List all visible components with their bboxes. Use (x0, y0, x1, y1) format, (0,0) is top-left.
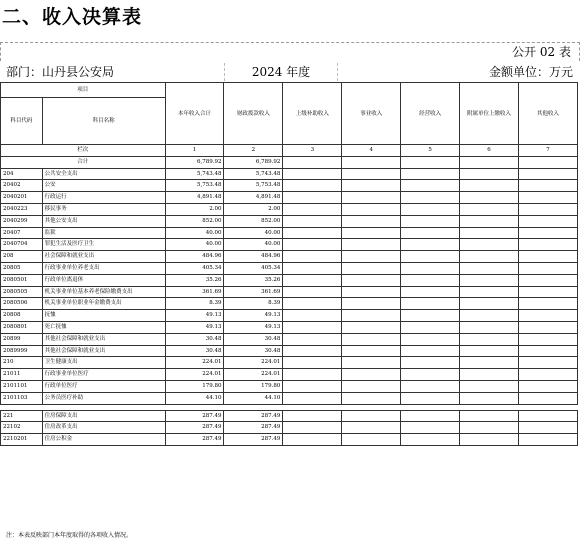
row-empty-cell (401, 286, 460, 298)
row-code: 2080801 (1, 321, 43, 333)
row-code: 2101101 (1, 380, 43, 392)
row-name: 住房保障支出 (42, 410, 165, 422)
header-col-2: 财政拨款收入 (224, 83, 283, 145)
row-empty-cell (401, 392, 460, 404)
header-col-6: 附属单位上缴收入 (460, 83, 519, 145)
row-total: 484.96 (165, 251, 224, 263)
row-fiscal: 5,743.48 (224, 168, 283, 180)
row-empty-cell (460, 274, 519, 286)
table-row (1, 215, 578, 227)
row-empty-cell (283, 357, 342, 369)
footnote: 注：本表反映部门本年度取得的各项收入情况。 (6, 532, 133, 539)
form-frame (0, 42, 580, 61)
row-empty-cell (460, 239, 519, 251)
row-code: 22102 (1, 422, 43, 434)
row-empty-cell (283, 215, 342, 227)
row-name: 罪犯生活及医疗卫生 (42, 239, 165, 251)
row-empty-cell (401, 310, 460, 322)
header-col-7: 其他收入 (519, 83, 578, 145)
row-empty-cell (283, 321, 342, 333)
row-empty-cell (283, 333, 342, 345)
row-fiscal: 179.80 (224, 380, 283, 392)
row-empty-cell (401, 380, 460, 392)
row-fiscal: 287.49 (224, 434, 283, 446)
department-label: 部门：山丹县公安局 (6, 65, 115, 79)
row-empty-cell (401, 180, 460, 192)
row-fiscal: 405.34 (224, 262, 283, 274)
row-empty-cell (460, 434, 519, 446)
row-name: 行政单位离退休 (42, 274, 165, 286)
row-empty-cell (460, 203, 519, 215)
row-code: 221 (1, 410, 43, 422)
row-code: 20808 (1, 310, 43, 322)
row-empty-cell (342, 392, 401, 404)
row-fiscal: 44.10 (224, 392, 283, 404)
row-empty-cell (342, 333, 401, 345)
row-empty-cell (401, 215, 460, 227)
row-empty-cell (460, 369, 519, 381)
row-total: 5,753.48 (165, 180, 224, 192)
row-empty-cell (342, 251, 401, 263)
row-name: 住房公积金 (42, 434, 165, 446)
row-fiscal: 49.13 (224, 321, 283, 333)
table-row (1, 239, 578, 251)
row-empty-cell (283, 192, 342, 204)
row-name: 监狱 (42, 227, 165, 239)
row-fiscal: 4,891.48 (224, 192, 283, 204)
row-empty-cell (460, 298, 519, 310)
row-empty-cell (519, 180, 578, 192)
index-num: 2 (224, 145, 283, 157)
header-col-1: 本年收入合计 (165, 83, 224, 145)
row-empty-cell (401, 410, 460, 422)
row-empty-cell (401, 203, 460, 215)
row-fiscal: 30.48 (224, 345, 283, 357)
row-empty-cell (460, 251, 519, 263)
index-num: 1 (165, 145, 224, 157)
index-label: 栏次 (1, 145, 166, 157)
row-total: 30.48 (165, 345, 224, 357)
row-empty-cell (401, 333, 460, 345)
row-total: 4,891.48 (165, 192, 224, 204)
table-row (1, 369, 578, 381)
row-empty-cell (401, 227, 460, 239)
row-empty-cell (342, 203, 401, 215)
row-name: 公共安全支出 (42, 168, 165, 180)
row-empty-cell (460, 357, 519, 369)
row-empty-cell (342, 321, 401, 333)
unit-label: 金额单位：万元 (488, 65, 573, 79)
row-empty-cell (283, 286, 342, 298)
index-num: 3 (283, 145, 342, 157)
row-name: 住房改革支出 (42, 422, 165, 434)
row-empty-cell (460, 310, 519, 322)
row-empty-cell (460, 422, 519, 434)
row-empty-cell (519, 357, 578, 369)
row-empty-cell (519, 298, 578, 310)
total-label: 合计 (1, 156, 166, 168)
row-fiscal: 35.26 (224, 274, 283, 286)
row-empty-cell (401, 274, 460, 286)
row-code: 20899 (1, 333, 43, 345)
row-code: 20805 (1, 262, 43, 274)
row-empty-cell (283, 310, 342, 322)
year-label: 2024 年度 (224, 63, 338, 81)
row-empty-cell (519, 333, 578, 345)
table-row (1, 274, 578, 286)
row-name: 机关事业单位基本养老保险缴费支出 (42, 286, 165, 298)
row-total: 49.13 (165, 321, 224, 333)
row-total: 287.49 (165, 434, 224, 446)
table-row (1, 298, 578, 310)
row-empty-cell (283, 345, 342, 357)
row-empty-cell (460, 192, 519, 204)
row-empty-cell (283, 227, 342, 239)
table-row (1, 251, 578, 263)
row-code: 2040299 (1, 215, 43, 227)
table-row (1, 357, 578, 369)
row-code: 2101103 (1, 392, 43, 404)
row-name: 抚恤 (42, 310, 165, 322)
row-name: 死亡抚恤 (42, 321, 165, 333)
row-empty-cell (519, 310, 578, 322)
form-number: 公开 02 表 (512, 45, 571, 59)
row-empty-cell (519, 422, 578, 434)
row-name: 其他公安支出 (42, 215, 165, 227)
row-empty-cell (460, 180, 519, 192)
row-fiscal: 852.00 (224, 215, 283, 227)
row-name: 行政单位医疗 (42, 380, 165, 392)
row-total: 30.48 (165, 333, 224, 345)
row-code: 20402 (1, 180, 43, 192)
row-fiscal: 224.01 (224, 357, 283, 369)
row-total: 287.49 (165, 422, 224, 434)
table-row (1, 286, 578, 298)
row-empty-cell (342, 286, 401, 298)
row-empty-cell (519, 392, 578, 404)
page-title: 二、收入决算表 (2, 6, 143, 28)
row-empty-cell (460, 168, 519, 180)
row-empty-cell (283, 410, 342, 422)
table-row (1, 422, 578, 434)
table-row (1, 168, 578, 180)
row-empty-cell (401, 298, 460, 310)
header-name: 科目名称 (42, 98, 165, 145)
row-fiscal: 361.69 (224, 286, 283, 298)
index-num: 7 (519, 145, 578, 157)
table-row (1, 192, 578, 204)
income-table (0, 82, 578, 446)
row-empty-cell (519, 345, 578, 357)
row-total: 49.13 (165, 310, 224, 322)
row-total: 2.00 (165, 203, 224, 215)
row-total: 361.69 (165, 286, 224, 298)
row-empty-cell (519, 203, 578, 215)
table-row (1, 262, 578, 274)
row-empty-cell (283, 422, 342, 434)
row-code: 2080501 (1, 274, 43, 286)
row-fiscal: 484.96 (224, 251, 283, 263)
row-empty-cell (460, 410, 519, 422)
header-item: 项目 (1, 83, 166, 98)
row-code: 2040704 (1, 239, 43, 251)
row-empty-cell (460, 380, 519, 392)
row-empty-cell (342, 410, 401, 422)
row-empty-cell (401, 251, 460, 263)
row-empty-cell (401, 434, 460, 446)
table-row (1, 321, 578, 333)
row-empty-cell (519, 321, 578, 333)
row-empty-cell (519, 227, 578, 239)
row-empty-cell (342, 422, 401, 434)
row-fiscal: 287.49 (224, 422, 283, 434)
row-total: 287.49 (165, 410, 224, 422)
row-code: 2089999 (1, 345, 43, 357)
row-fiscal: 40.00 (224, 227, 283, 239)
row-empty-cell (342, 357, 401, 369)
row-name: 机关事业单位职业年金缴费支出 (42, 298, 165, 310)
row-empty-cell (519, 380, 578, 392)
row-name: 移民事务 (42, 203, 165, 215)
row-total: 35.26 (165, 274, 224, 286)
row-empty-cell (342, 380, 401, 392)
row-empty-cell (342, 239, 401, 251)
row-empty-cell (342, 180, 401, 192)
row-empty-cell (283, 251, 342, 263)
row-empty-cell (401, 357, 460, 369)
row-empty-cell (342, 434, 401, 446)
row-empty-cell (342, 192, 401, 204)
row-name: 公务员医疗补助 (42, 392, 165, 404)
row-empty-cell (283, 369, 342, 381)
total-income: 6,789.92 (165, 156, 224, 168)
row-empty-cell (519, 215, 578, 227)
row-empty-cell (283, 380, 342, 392)
index-num: 6 (460, 145, 519, 157)
table-row (1, 203, 578, 215)
row-empty-cell (283, 298, 342, 310)
index-num: 5 (401, 145, 460, 157)
row-empty-cell (283, 168, 342, 180)
row-empty-cell (283, 203, 342, 215)
row-empty-cell (460, 333, 519, 345)
row-fiscal: 8.39 (224, 298, 283, 310)
row-empty-cell (519, 434, 578, 446)
row-code: 2040223 (1, 203, 43, 215)
row-name: 社会保障和就业支出 (42, 251, 165, 263)
row-code: 208 (1, 251, 43, 263)
row-empty-cell (519, 168, 578, 180)
row-empty-cell (519, 251, 578, 263)
row-fiscal: 5,753.48 (224, 180, 283, 192)
row-empty-cell (401, 321, 460, 333)
row-empty-cell (342, 168, 401, 180)
row-empty-cell (519, 286, 578, 298)
row-name: 行政运行 (42, 192, 165, 204)
header-col-4: 事业收入 (342, 83, 401, 145)
row-empty-cell (401, 422, 460, 434)
row-total: 852.00 (165, 215, 224, 227)
table-row (1, 180, 578, 192)
row-total: 40.00 (165, 239, 224, 251)
row-total: 224.01 (165, 357, 224, 369)
row-fiscal: 224.01 (224, 369, 283, 381)
row-empty-cell (283, 392, 342, 404)
row-name: 卫生健康支出 (42, 357, 165, 369)
row-empty-cell (401, 239, 460, 251)
header-code: 科目代码 (1, 98, 43, 145)
row-empty-cell (283, 180, 342, 192)
row-empty-cell (401, 168, 460, 180)
row-fiscal: 287.49 (224, 410, 283, 422)
table-row (1, 333, 578, 345)
table-row (1, 434, 578, 446)
row-total: 405.34 (165, 262, 224, 274)
row-total: 5,743.48 (165, 168, 224, 180)
row-empty-cell (342, 369, 401, 381)
row-empty-cell (460, 227, 519, 239)
table-row (1, 310, 578, 322)
row-empty-cell (283, 239, 342, 251)
row-empty-cell (283, 262, 342, 274)
table-row (1, 380, 578, 392)
row-empty-cell (460, 321, 519, 333)
row-empty-cell (342, 215, 401, 227)
row-empty-cell (519, 410, 578, 422)
header-col-5: 经营收入 (401, 83, 460, 145)
row-code: 20407 (1, 227, 43, 239)
row-fiscal: 30.48 (224, 333, 283, 345)
header-col-3: 上级补助收入 (283, 83, 342, 145)
row-empty-cell (401, 262, 460, 274)
row-empty-cell (401, 369, 460, 381)
table-row (1, 227, 578, 239)
row-empty-cell (283, 434, 342, 446)
row-code: 2080505 (1, 286, 43, 298)
row-empty-cell (519, 239, 578, 251)
row-empty-cell (283, 274, 342, 286)
table-row (1, 345, 578, 357)
row-fiscal: 2.00 (224, 203, 283, 215)
row-empty-cell (519, 369, 578, 381)
row-empty-cell (342, 227, 401, 239)
table-row (1, 392, 578, 404)
row-total: 224.01 (165, 369, 224, 381)
row-total: 179.80 (165, 380, 224, 392)
row-empty-cell (401, 192, 460, 204)
row-empty-cell (519, 262, 578, 274)
row-code: 2210201 (1, 434, 43, 446)
row-empty-cell (460, 392, 519, 404)
table-row (1, 410, 578, 422)
row-empty-cell (342, 345, 401, 357)
row-empty-cell (342, 298, 401, 310)
row-empty-cell (460, 345, 519, 357)
row-code: 2080506 (1, 298, 43, 310)
row-total: 44.10 (165, 392, 224, 404)
row-empty-cell (519, 274, 578, 286)
row-empty-cell (460, 262, 519, 274)
row-name: 其他社会保障和就业支出 (42, 345, 165, 357)
row-empty-cell (401, 345, 460, 357)
row-name: 其他社会保障和就业支出 (42, 333, 165, 345)
row-empty-cell (342, 310, 401, 322)
index-num: 4 (342, 145, 401, 157)
row-name: 行政事业单位医疗 (42, 369, 165, 381)
row-empty-cell (342, 262, 401, 274)
row-empty-cell (519, 192, 578, 204)
row-total: 8.39 (165, 298, 224, 310)
row-fiscal: 40.00 (224, 239, 283, 251)
row-empty-cell (342, 274, 401, 286)
total-fiscal: 6,789.92 (224, 156, 283, 168)
row-code: 210 (1, 357, 43, 369)
row-name: 公安 (42, 180, 165, 192)
row-empty-cell (460, 286, 519, 298)
row-code: 2040201 (1, 192, 43, 204)
row-name: 行政事业单位养老支出 (42, 262, 165, 274)
row-empty-cell (460, 215, 519, 227)
row-code: 21011 (1, 369, 43, 381)
row-fiscal: 49.13 (224, 310, 283, 322)
row-code: 204 (1, 168, 43, 180)
row-total: 40.00 (165, 227, 224, 239)
